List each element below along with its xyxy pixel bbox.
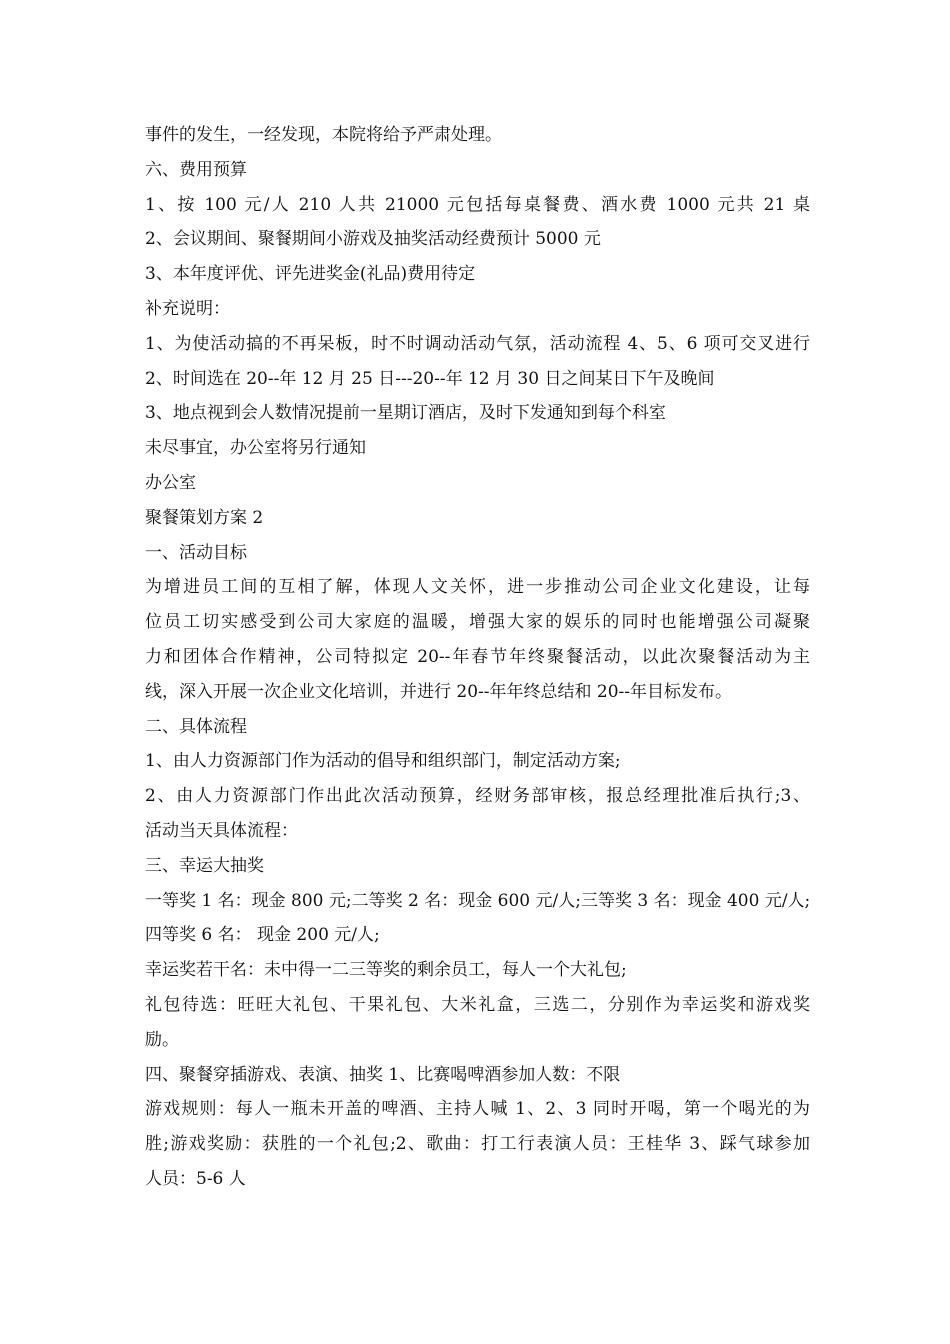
text-line: 办公室 bbox=[145, 472, 196, 493]
section-heading: 三、幸运大抽奖 bbox=[145, 855, 264, 876]
text-line: 一等奖 1 名：现金 800 元;二等奖 2 名：现金 600 元/人;三等奖 3 名：现金 400 元/人; bbox=[145, 890, 811, 911]
text-line: 游戏规则：每人一瓶未开盖的啤酒、主持人喊 1、2、3 同时开喝，第一个喝光的为 bbox=[145, 1099, 810, 1120]
document-title: 聚餐策划方案 2 bbox=[145, 507, 264, 528]
section-heading: 六、费用预算 bbox=[145, 159, 247, 180]
text-line: 礼包待选：旺旺大礼包、干果礼包、大米礼盒，三选二，分别作为幸运奖和游戏奖 bbox=[145, 994, 810, 1015]
text-line: 未尽事宜，办公室将另行通知 bbox=[145, 438, 366, 459]
text-line: 2、会议期间、聚餐期间小游戏及抽奖活动经费预计 5000 元 bbox=[145, 229, 601, 250]
text-line: 励。 bbox=[145, 1029, 179, 1050]
section-heading: 四、聚餐穿插游戏、表演、抽奖 1、比赛喝啤酒参加人数：不限 bbox=[145, 1064, 621, 1085]
text-line: 3、地点视到会人数情况提前一星期订酒店，及时下发通知到每个科室 bbox=[145, 403, 666, 424]
section-heading: 二、具体流程 bbox=[145, 716, 247, 737]
text-line: 1、为使活动搞的不再呆板，时不时调动活动气氛，活动流程 4、5、6 项可交叉进行 bbox=[145, 333, 810, 354]
text-line: 四等奖 6 名： 现金 200 元/人; bbox=[145, 925, 380, 946]
text-line: 力和团体合作精神，公司特拟定 20--年春节年终聚餐活动，以此次聚餐活动为主 bbox=[145, 646, 810, 667]
text-line: 1、按 100 元/人 210 人共 21000 元包括每桌餐费、酒水费 1000 元共 21 桌 bbox=[145, 194, 810, 215]
text-line: 活动当天具体流程： bbox=[145, 820, 298, 841]
text-line: 胜;游戏奖励：获胜的一个礼包;2、歌曲：打工行表演人员：王桂华 3、踩气球参加 bbox=[145, 1134, 810, 1155]
text-line: 人员：5-6 人 bbox=[145, 1168, 246, 1189]
text-line: 事件的发生，一经发现，本院将给予严肃处理。 bbox=[145, 125, 502, 145]
text-line: 3、本年度评优、评先进奖金(礼品)费用待定 bbox=[145, 264, 476, 285]
section-heading: 一、活动目标 bbox=[145, 542, 247, 563]
text-line: 2、由人力资源部门作出此次活动预算，经财务部审核，报总经理批准后执行;3、 bbox=[145, 786, 810, 807]
section-heading: 补充说明： bbox=[145, 298, 230, 319]
document-body bbox=[145, 118, 810, 1197]
text-line: 位员工切实感受到公司大家庭的温暖，增强大家的娱乐的同时也能增强公司凝聚 bbox=[145, 612, 810, 633]
text-line: 幸运奖若干名：未中得一二三等奖的剩余员工，每人一个大礼包; bbox=[145, 960, 627, 981]
text-line: 2、时间选在 20--年 12 月 25 日---20--年 12 月 30 日之间某日下午及晚间 bbox=[145, 368, 715, 389]
text-line: 为增进员工间的互相了解，体现人文关怀，进一步推动公司企业文化建设，让每 bbox=[145, 577, 810, 598]
text-line: 线，深入开展一次企业文化培训，并进行 20--年年终总结和 20--年目标发布。 bbox=[145, 681, 733, 702]
text-line: 1、由人力资源部门作为活动的倡导和组织部门，制定活动方案; bbox=[145, 751, 621, 772]
